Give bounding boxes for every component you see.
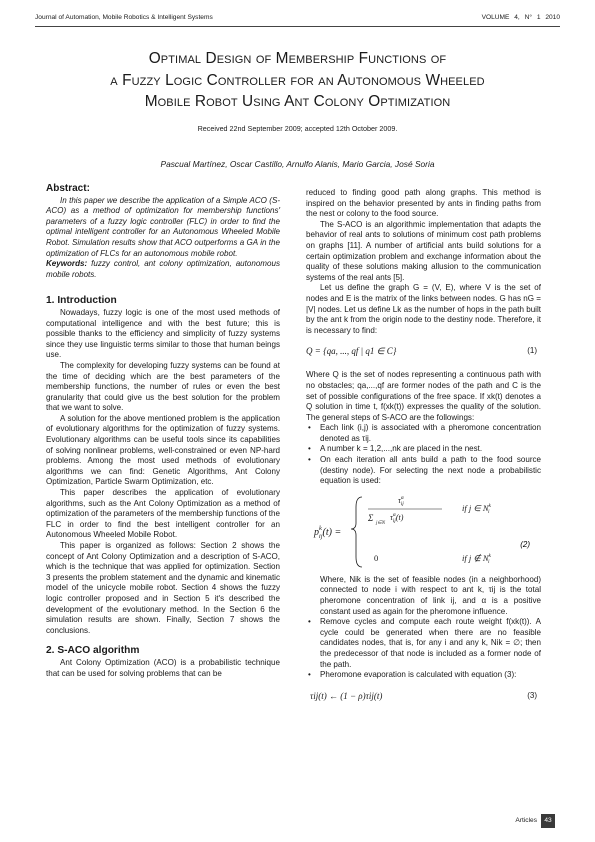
list-item: • Each link (i,j) is associated with a pheromone concentration denoted as τij.	[306, 423, 541, 444]
paragraph: This paper is organized as follows: Section 2 shows the concept of Ant Colony Optimization and a description of S-ACO, which is the technique that was applied for optimization. Section 3 presents the problem statement and the dynamic and kinematic model of the unicycle mobile robot. Section 4 shows the fuzzy logic controller proposed and in Section 5 it's described the development of the evolutionary method. In the Section 6 the simulation results are shown. Finally, Section 7 shows the conclusions.	[46, 541, 280, 635]
received-date: Received 22nd September 2009; accepted 12th October 2009.	[197, 124, 398, 133]
equation-2	[310, 489, 541, 571]
page-number: 43	[541, 814, 555, 828]
svg-text:j∈N: j∈N	[376, 520, 386, 526]
list-item: • Pheromone evaporation is calculated with equation (3):	[306, 670, 541, 681]
svg-text:Σ: Σ	[368, 512, 374, 523]
equation-3-body: τij(t) ← (1 − ρ)τij(t)	[310, 690, 383, 701]
left-column	[46, 184, 280, 679]
steps-list	[306, 423, 541, 487]
equation-3-number: (3)	[527, 690, 537, 700]
list-item: • A number k = 1,2,...,nk are placed in the nest.	[306, 444, 541, 455]
list-item: • Remove cycles and compute each route weight f(xk(t)). A cycle could be generated when there are no feasible candidates nodes, that is, for any i and any k, Nik = ∅; then the predecessor of that node is included as a former node of the path.	[306, 617, 541, 670]
volume-info: VOLUME 4, N° 1 2010	[481, 14, 560, 21]
keywords	[46, 259, 280, 280]
section-heading-introduction: 1. Introduction	[46, 295, 117, 307]
paragraph: The S-ACO is an algorithmic implementation that adapts the behavior of real ants to solutions of minimum cost path problems on graphs [11]. A number of artificial ants build solutions for a certain optimization problem and exchange information about the quality of these solutions making allusion to the communication systems of the real ants [5].	[306, 219, 541, 282]
abstract-text: In this paper we describe the application of a Simple ACO (S-ACO) as a method of optimization for membership functions' parameters of a fuzzy logic controller (FLC) in order to find the optimal intelligent controller for an Autonomous Wheeled Mobile Robot. Simulation results show that ACO outperforms a GA in the optimization of FLCs for an autonomous mobile robot.	[46, 195, 280, 258]
equation-2-graphic	[310, 489, 540, 571]
keywords-text: fuzzy control, ant colony optimization, autonomous mobile robots.	[46, 259, 280, 279]
equation-3	[306, 691, 541, 715]
paragraph: Ant Colony Optimization (ACO) is a probabilistic technique that can be used for solving problems that can be	[46, 657, 280, 678]
section-heading-saco: 2. S-ACO algorithm	[46, 645, 140, 657]
paragraph: Nowadays, fuzzy logic is one of the most used methods of computational intelligence and with the best future; this is possible thanks to the efficiency and simplicity of fuzzy systems since they use linguistic terms similar to those that human beings use.	[46, 307, 280, 360]
paragraph: A solution for the above mentioned problem is the application of evolutionary algorithms for the optimization of fuzzy systems. Evolutionary algorithms can be useful tools since its capabilities of solving nonlinear problems, well-constrained or even NP-hard problems. Among the most used methods of evolutionary algorithms we can find: Genetic Algorithms, Ant Colony Optimization, Particle Swarm Optimization, etc.	[46, 413, 280, 487]
author-list: Pascual Martínez, Oscar Castillo, Arnulfo Alanis, Mario Garcia, José Soria	[160, 159, 435, 169]
svg-text:ταij: $\tau^\alpha$ ij	[398, 494, 404, 507]
paragraph: Where, Nik is the set of feasible nodes (in a neighborhood) connected to node i with respect to ant k, τij is the total pheromone concentration of link ij, and α is a positive constant used as again for the pheromone influence.	[320, 574, 541, 616]
title-line: Mobile Robot Using Ant Colony Optimization	[144, 93, 451, 110]
paragraph: This paper describes the application of evolutionary algorithms, such as the Ant Colony Optimization as a method of optimization of the parameters of the membership functions of the FLC in order to find the best intelligent controller for an Autonomous Wheeled Mobile Robot.	[46, 488, 280, 540]
paragraph: reduced to finding good path along graphs. This method is inspired on the behavior presented by ants in finding paths from the nest or colony to the food source.	[306, 188, 541, 219]
equation-1	[306, 346, 541, 370]
paragraph: The complexity for developing fuzzy systems can be found at the time of deciding which are the best parameters of the membership functions, the number of rules or even the best granularity that could give us the best solution for the problem that we want to solve.	[46, 360, 280, 413]
list-item: • On each iteration all ants build a path to the food source (destiny node). For selecting the next node a probabilistic equation is used:	[306, 455, 541, 487]
right-column	[306, 188, 541, 715]
paragraph: Where Q is the set of nodes representing a continuous path with no obstacles; qa,...,qf are former nodes of the path and C is the set of possible configurations of the free space. If xk(t) denotes a Q solution in time t, f(xk(t)) expresses the quality of the solution. The general steps of S-ACO are the followings:	[306, 370, 541, 422]
svg-text:if j ∈ Nki: if j ∈ $N^k$ i	[462, 502, 491, 515]
abstract-heading: Abstract:	[46, 183, 90, 194]
keywords-label: Keywords:	[46, 259, 88, 269]
footer-label: Articles	[515, 817, 537, 824]
svg-text:if j ∉ Nki: if j ∉ $N^k$ i	[462, 552, 491, 565]
svg-text:ταij(t): $\tau^\alpha$ ij(t)	[390, 511, 404, 524]
paragraph: Let us define the graph G = (V, E), where V is the set of nodes and E is the matrix of the links between nodes. G has nG = |V| nodes. Let us define Lk as the number of hops in the path built by the ant k from the origin node to the destiny node. Therefore, it is necessary to find:	[306, 283, 541, 335]
steps-list-continued	[306, 617, 541, 681]
journal-name: Journal of Automation, Mobile Robotics & Intelligent Systems	[35, 14, 213, 21]
running-header	[35, 14, 560, 27]
title-line: Optimal Design of Membership Functions of	[148, 50, 447, 67]
equation-1-body: Q = {qa, ..., qf | q1 ∈ C}	[306, 346, 397, 357]
paper-title	[40, 48, 555, 113]
title-line: a Fuzzy Logic Controller for an Autonomous Wheeled	[110, 71, 485, 89]
svg-text:pkij(t) =: $p^k$ ij(t) =	[314, 524, 342, 540]
equation-1-number: (1)	[527, 346, 537, 356]
equation-2-number: (2)	[520, 539, 530, 549]
svg-text:0: 0	[374, 552, 379, 563]
